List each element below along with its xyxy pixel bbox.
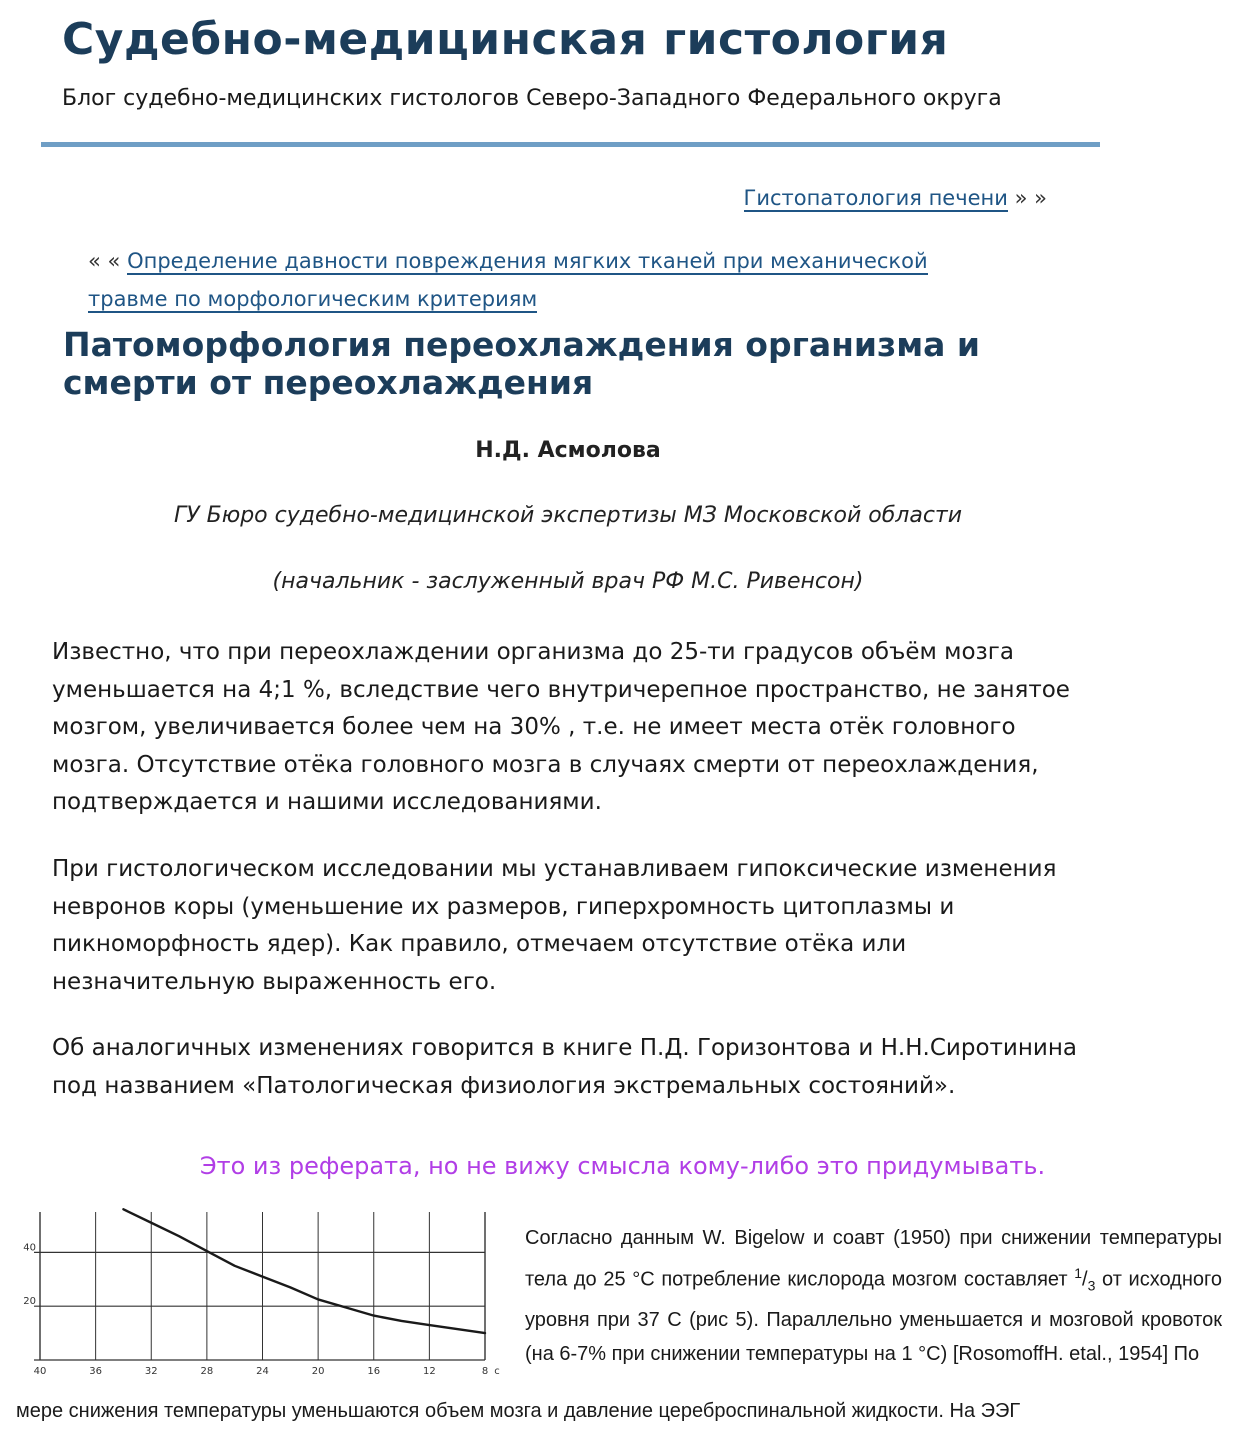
x-tick-label: 28 — [200, 1366, 214, 1377]
author-head: (начальник - заслуженный врач РФ М.С. Ривенсон) — [272, 569, 864, 594]
y-tick-label: 40 — [23, 1242, 36, 1254]
body-paragraph-3: Об аналогичных изменениях говорится в книге П.Д. Горизонтова и Н.Н.Сиротинина под названием «Патологическая физиология экстремальных состояний». — [52, 1035, 1077, 1099]
body-paragraph-1: Известно, что при переохлаждении организма до 25-ти градусов объём мозга уменьшается на 4;1 %, вследствие чего внутричерепное пространство, не занятое мозгом, увеличивается более чем на 30% , т.е. не имеет места отёк головного мозга. Отсутствие отёка головного мозга в случаях смерти от переохлаждения, подтверждается и нашими исследованиями. — [52, 639, 1070, 815]
fraction-numerator: 1 — [1074, 1264, 1082, 1281]
x-tick-label: 12 — [423, 1366, 436, 1377]
figure-text-part1: Согласно данным W. Bigelow и соавт (1950) при снижении температуры тела до 25 °С потребление кислорода мозгом составляет — [525, 1227, 1222, 1291]
prev-post-nav — [88, 242, 1008, 318]
oxygen-consumption-chart — [18, 1208, 508, 1380]
x-unit-label: c — [494, 1366, 500, 1377]
chart-svg — [18, 1208, 508, 1380]
figure-text-part2: от исходного уровня при 37 С (рис 5). Параллельно уменьшается и мозговой кровоток (на 6-7% при снижении температуры на 1 °С) [RosomoffH. etal., 1954] По — [525, 1268, 1222, 1366]
fraction-denominator: 3 — [1087, 1277, 1096, 1294]
post-title: Патоморфология переохлаждения организма и смерти от переохлаждения — [63, 325, 981, 402]
x-tick-label: 36 — [89, 1366, 102, 1377]
x-tick-label: 32 — [144, 1366, 158, 1377]
header-divider — [41, 142, 1100, 147]
next-post-link[interactable]: Гистопатология печени — [743, 186, 1008, 210]
post-author: Н.Д. Асмолова — [475, 438, 661, 463]
x-tick-label: 40 — [33, 1366, 47, 1377]
figure-caption-text — [525, 1221, 1222, 1372]
next-post-nav — [744, 186, 1047, 210]
body-paragraph-2: При гистологическом исследовании мы устанавливаем гипоксические изменения невронов коры (уменьшение их размеров, гиперхромность цитоплазмы и пикноморфность ядер). Как правило, отмечаем отсутствие отёка или незначительную выраженность его. — [52, 856, 1057, 995]
x-tick-label: 16 — [367, 1366, 381, 1377]
continued-text: мере снижения температуры уменьшаются объем мозга и давление цереброспинальной жидкости. На ЭЭГ — [16, 1400, 1021, 1422]
x-tick-label: 24 — [256, 1366, 269, 1377]
editor-note: Это из реферата, но не вижу смысла кому-либо это придумывать. — [199, 1152, 1046, 1180]
site-title[interactable]: Судебно-медицинская гистология — [62, 14, 949, 65]
series-line — [123, 1209, 485, 1333]
x-tick-label: 8 — [481, 1366, 489, 1377]
prev-arrows: « « — [88, 249, 121, 273]
next-arrows: » » — [1014, 186, 1047, 210]
site-subtitle: Блог судебно-медицинских гистологов Северо-Западного Федерального округа — [62, 86, 1002, 111]
x-tick-label: 20 — [311, 1366, 325, 1377]
prev-post-link[interactable]: Определение давности повреждения мягких тканей при механической травме по морфологическим критериям — [88, 249, 928, 311]
author-affiliation: ГУ Бюро судебно-медицинской экспертизы МЗ Московской области — [173, 503, 963, 528]
y-tick-label: 20 — [23, 1296, 36, 1308]
fraction-slash: / — [1082, 1268, 1088, 1291]
